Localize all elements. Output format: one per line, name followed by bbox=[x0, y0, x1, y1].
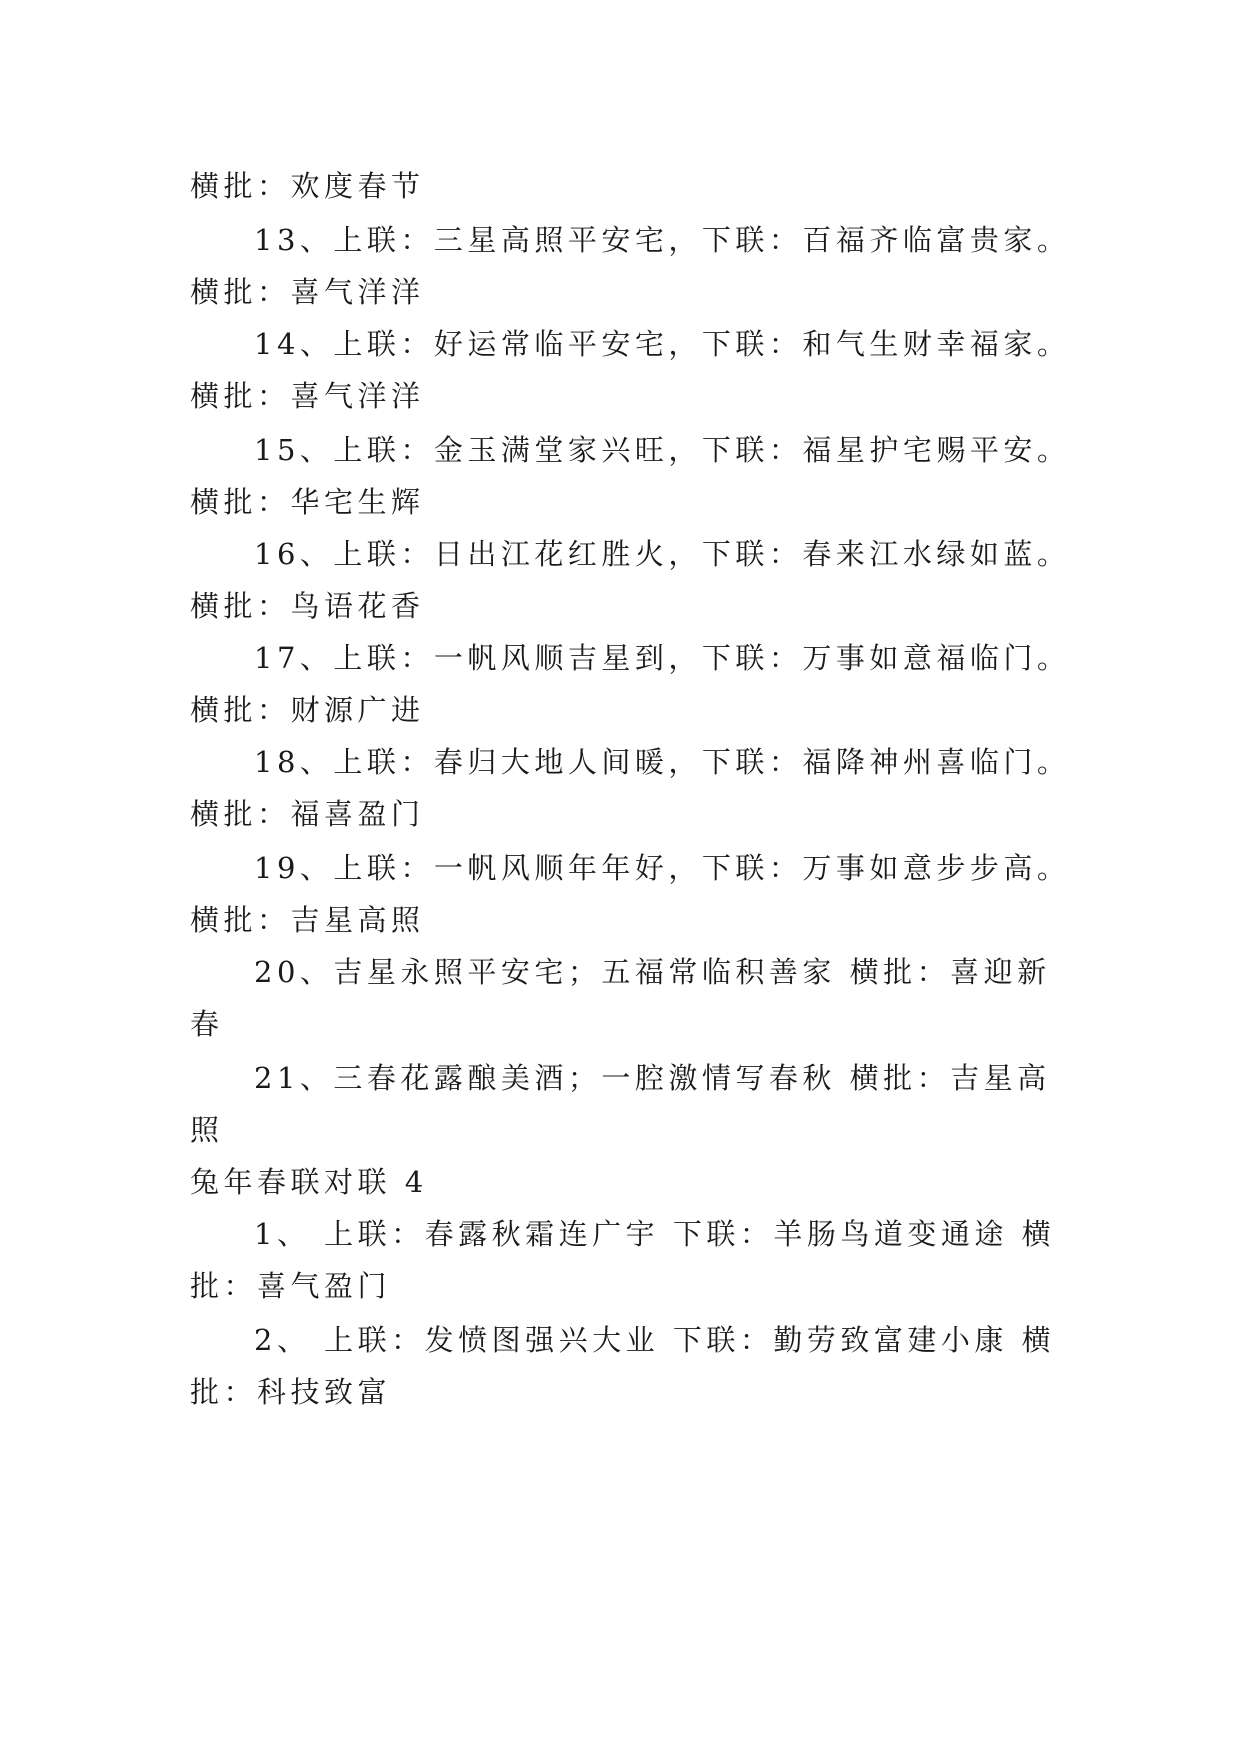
text-line: 1、 上联：春露秋霜连广宇 下联：羊肠鸟道变通途 横 bbox=[254, 1217, 1056, 1251]
text-line: 横批：福喜盈门 bbox=[190, 797, 425, 831]
text-line: 18、上联：春归大地人间暖，下联：福降神州喜临门。 bbox=[254, 745, 1071, 779]
text-line: 15、上联：金玉满堂家兴旺，下联：福星护宅赐平安。 bbox=[254, 433, 1071, 467]
text-line: 照 bbox=[190, 1113, 224, 1147]
text-line: 横批：鸟语花香 bbox=[190, 589, 425, 623]
text-line: 20、吉星永照平安宅；五福常临积善家 横批：喜迎新 bbox=[254, 955, 1051, 989]
text-line: 春 bbox=[190, 1007, 224, 1041]
text-line: 13、上联：三星高照平安宅，下联：百福齐临富贵家。 bbox=[254, 223, 1071, 257]
text-line: 17、上联：一帆风顺吉星到，下联：万事如意福临门。 bbox=[254, 641, 1071, 675]
text-line: 2、 上联：发愤图强兴大业 下联：勤劳致富建小康 横 bbox=[254, 1323, 1056, 1357]
section-heading: 兔年春联对联 4 bbox=[190, 1165, 428, 1199]
text-line: 21、三春花露酿美酒；一腔激情写春秋 横批：吉星高 bbox=[254, 1061, 1051, 1095]
text-line: 14、上联：好运常临平安宅，下联：和气生财幸福家。 bbox=[254, 327, 1071, 361]
text-line: 19、上联：一帆风顺年年好，下联：万事如意步步高。 bbox=[254, 851, 1071, 885]
text-line: 横批：华宅生辉 bbox=[190, 485, 425, 519]
text-line: 横批：欢度春节 bbox=[190, 169, 425, 203]
text-line: 批：科技致富 bbox=[190, 1375, 392, 1409]
text-line: 批：喜气盈门 bbox=[190, 1269, 392, 1303]
text-line: 16、上联：日出江花红胜火，下联：春来江水绿如蓝。 bbox=[254, 537, 1071, 571]
text-line: 横批：吉星高照 bbox=[190, 903, 425, 937]
text-line: 横批：喜气洋洋 bbox=[190, 275, 425, 309]
text-line: 横批：喜气洋洋 bbox=[190, 379, 425, 413]
text-line: 横批：财源广进 bbox=[190, 693, 425, 727]
